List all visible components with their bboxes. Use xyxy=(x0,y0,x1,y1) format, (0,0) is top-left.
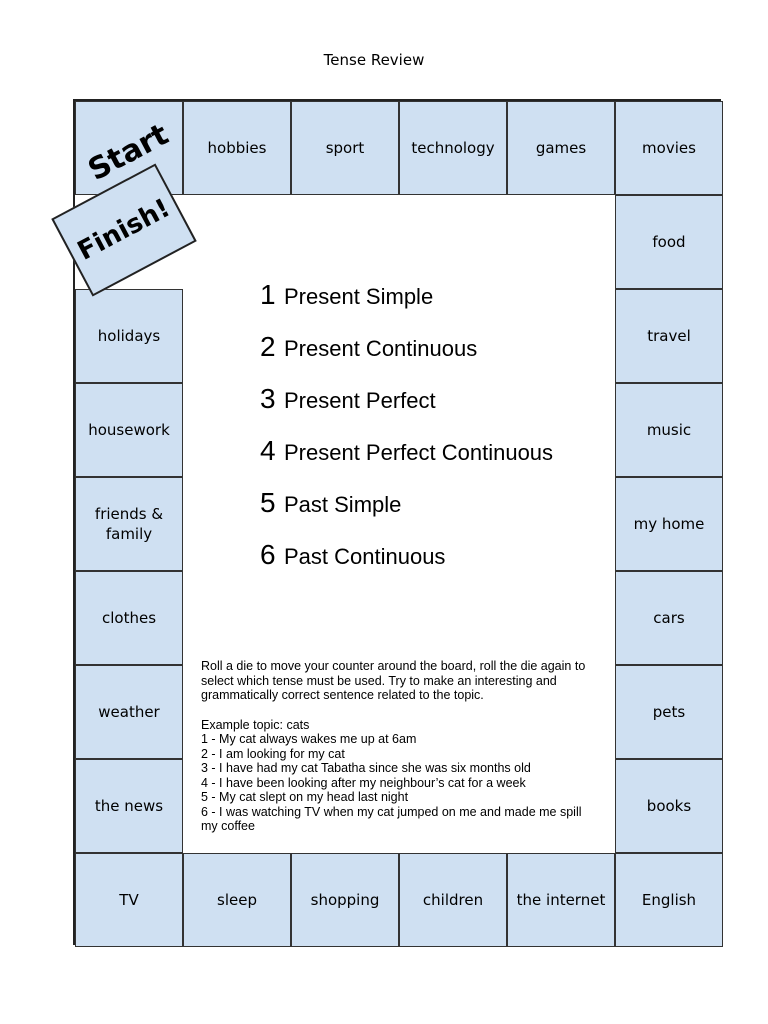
instructions-block xyxy=(201,659,601,834)
board-cell-top: games xyxy=(507,101,615,195)
page-title: Tense Review xyxy=(323,51,425,69)
tense-item xyxy=(260,331,553,383)
board-cell-bottom: English xyxy=(615,853,723,947)
board-cell-right: food xyxy=(615,195,723,289)
tense-list xyxy=(260,279,553,591)
board-cell-top: hobbies xyxy=(183,101,291,195)
tense-item xyxy=(260,279,553,331)
tense-name: Present Continuous xyxy=(284,336,478,361)
tense-number: 2 xyxy=(260,331,276,362)
tense-name: Present Perfect xyxy=(284,388,436,413)
board-cell-bottom: shopping xyxy=(291,853,399,947)
finish-label: Finish! xyxy=(72,193,176,267)
board-cell-top: movies xyxy=(615,101,723,195)
tense-item xyxy=(260,435,553,487)
tense-name: Present Simple xyxy=(284,284,434,309)
tense-name: Present Perfect Continuous xyxy=(284,440,554,465)
start-label: Start xyxy=(82,117,175,189)
tense-item xyxy=(260,539,553,591)
tense-name: Past Continuous xyxy=(284,544,446,569)
tense-item xyxy=(260,383,553,435)
board-cell-top: sport xyxy=(291,101,399,195)
tense-name: Past Simple xyxy=(284,492,402,517)
board-cell-bottom: TV xyxy=(75,853,183,947)
tense-number: 3 xyxy=(260,383,276,414)
board-cell-right: music xyxy=(615,383,723,477)
example-sentence: 5 - My cat slept on my head last night xyxy=(201,790,409,804)
board-cell-bottom: the internet xyxy=(507,853,615,947)
example-sentence: 4 - I have been looking after my neighbour’s cat for a week xyxy=(201,775,526,790)
board-cell-right: pets xyxy=(615,665,723,759)
board-cell-right: travel xyxy=(615,289,723,383)
board-cell-left: friends & family xyxy=(75,477,183,571)
example-topic: Example topic: cats xyxy=(201,717,310,732)
example-sentence: 2 - I am looking for my cat xyxy=(201,746,345,761)
example-sentence: 1 - My cat always wakes me up at 6am xyxy=(201,732,417,746)
tense-number: 1 xyxy=(260,279,276,310)
board-cell-right: books xyxy=(615,759,723,853)
board-cell-top: technology xyxy=(399,101,507,195)
tense-item xyxy=(260,487,553,539)
board-cell-left: holidays xyxy=(75,289,183,383)
board-cell-left: clothes xyxy=(75,571,183,665)
board-cell-right: cars xyxy=(615,571,723,665)
board-cell-bottom: sleep xyxy=(183,853,291,947)
tense-number: 6 xyxy=(260,539,276,570)
example-sentence: 6 - I was watching TV when my cat jumped on me and made me spill my coffee xyxy=(201,804,582,833)
example-sentence: 3 - I have had my cat Tabatha since she was six months old xyxy=(201,761,531,775)
board-cell-left: housework xyxy=(75,383,183,477)
tense-number: 5 xyxy=(260,487,276,518)
board-cell-left: the news xyxy=(75,759,183,853)
board-cell-left: weather xyxy=(75,665,183,759)
board-cell-bottom: children xyxy=(399,853,507,947)
board-cell-right: my home xyxy=(615,477,723,571)
tense-number: 4 xyxy=(260,435,276,466)
instructions-text: Roll a die to move your counter around the board, roll the die again to select which tense must be used. Try to make an interesting and grammatically correct sentence related to the topic. xyxy=(201,659,586,702)
